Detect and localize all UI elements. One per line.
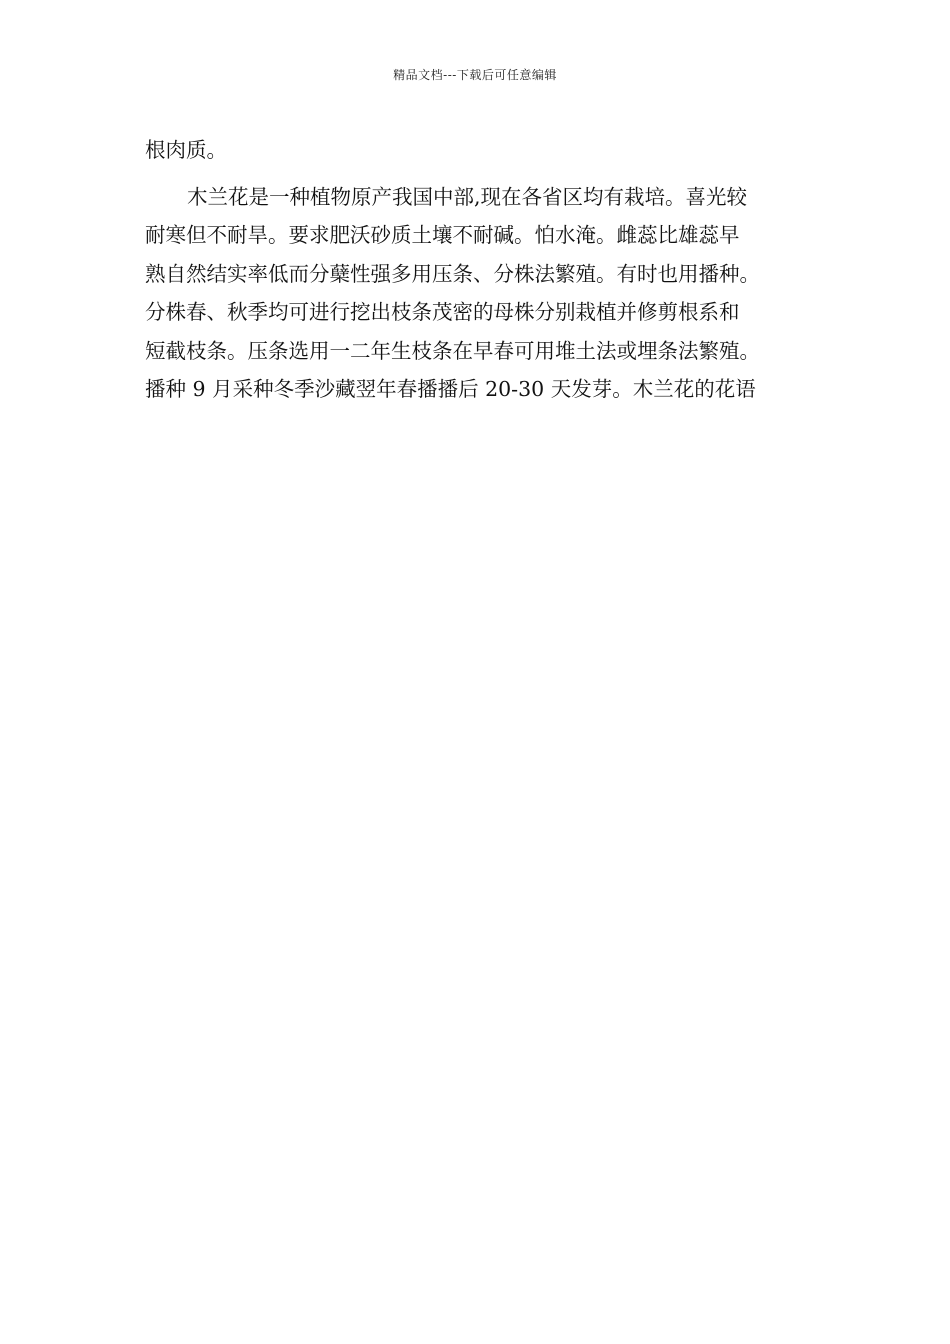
page-header: 精品文档---下载后可任意编辑 bbox=[393, 68, 557, 82]
paragraph-line: 播种 9 月采种冬季沙藏翌年春播播后 20-30 天发芽。木兰花的花语 bbox=[145, 377, 756, 401]
paragraph-line: 短截枝条。压条选用一二年生枝条在早春可用堆土法或埋条法繁殖。 bbox=[145, 338, 760, 363]
paragraph-line: 木兰花是一种植物原产我国中部,现在各省区均有栽培。喜光较 bbox=[187, 184, 748, 209]
document-body bbox=[145, 131, 845, 409]
paragraph-line: 耐寒但不耐旱。要求肥沃砂质土壤不耐碱。怕水淹。雌蕊比雄蕊早 bbox=[145, 223, 740, 247]
paragraph-magnolia bbox=[145, 178, 845, 409]
paragraph-line: 熟自然结实率低而分蘖性强多用压条、分株法繁殖。有时也用播种。 bbox=[145, 261, 760, 286]
paragraph-continuation: 根肉质。 bbox=[145, 138, 227, 162]
paragraph-line: 分株春、秋季均可进行挖出枝条茂密的母株分别栽植并修剪根系和 bbox=[145, 300, 740, 324]
